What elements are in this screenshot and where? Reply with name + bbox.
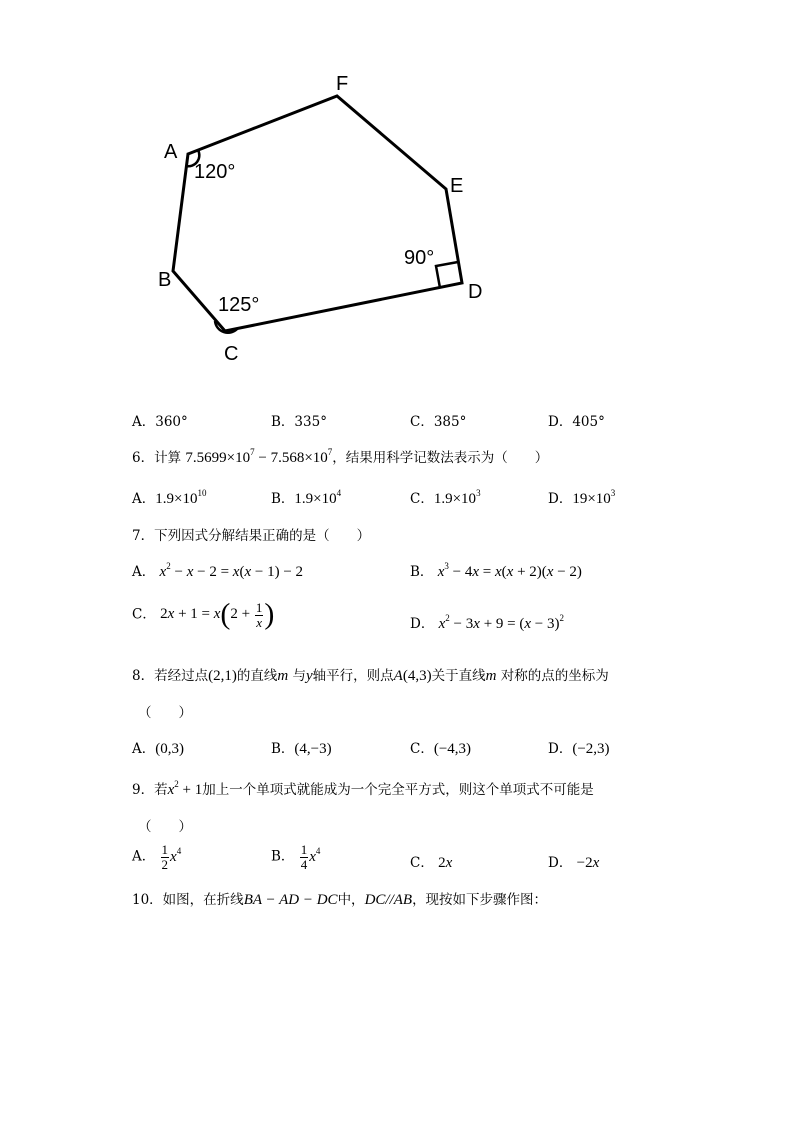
q6-option-d: D．$19\times 10^3$ — [548, 488, 616, 507]
vertex-label-c: C — [224, 343, 239, 365]
vertex-label-e: E — [450, 175, 464, 197]
q5-option-c: C．385° — [410, 414, 467, 430]
q9-option-a: A． $\frac{1}{2}$ $x^4$ — [132, 842, 182, 872]
q9-stem: 9．若$x^2 + 1$加上一个单项式就能成为一个完全平方式，则这个单项式不可能是 — [132, 779, 594, 798]
hexagon-outline — [173, 96, 462, 331]
angle-label-a: 120° — [194, 161, 236, 183]
vertex-label-b: B — [158, 269, 172, 291]
q8-option-a: A．(0,3) — [132, 741, 184, 757]
q9-option-d: D． −2x — [548, 855, 600, 871]
q9-option-c: C． 2x — [410, 855, 453, 871]
angle-label-c: 125° — [218, 294, 260, 316]
q6-option-b: B．$1.9\times 10^4$ — [271, 488, 342, 507]
q5-option-d: D．405° — [548, 414, 605, 430]
q10-stem: 10．如图，在折线BA − AD − DC中，DC//AB，现按如下步骤作图： — [132, 892, 548, 908]
q6-stem: 6．计算 $7.5699\times 10^7 - 7.568\times 10^7$，结果用科学记数法表示为（ ） — [132, 447, 549, 466]
angle-label-d: 90° — [404, 247, 435, 269]
q6-expression: $7.5699\times 10^7 - 7.568\times 10^7$ — [185, 447, 333, 466]
vertex-label-f: F — [336, 73, 349, 95]
q9-answer-blank: （ ） — [138, 819, 192, 835]
q8-answer-blank: （ ） — [138, 705, 192, 721]
q7-option-a: A． $x^2 - x - 2 = x(x - 1) - 2$ — [132, 561, 304, 580]
q8-option-b: B．(4,−3) — [271, 741, 332, 757]
q6-option-a: A．$1.9\times 10^{10}$ — [132, 488, 207, 507]
q7-option-c: C． 2x + 1 = x(2 + $\frac{1}{x}$ ) — [132, 598, 275, 631]
q6-option-c: C．$1.9\times 10^3$ — [410, 488, 481, 507]
q5-option-b: B．335° — [271, 414, 327, 430]
q5-option-a: A．360° — [132, 414, 188, 430]
q7-option-d: D． $x^2 - 3x + 9 = (x - 3)^2$ — [410, 613, 564, 632]
q8-option-c: C．(−4,3) — [410, 741, 472, 757]
q7-option-b: B． $x^3 - 4x = x(x + 2)(x - 2)$ — [410, 561, 582, 580]
q8-stem: 8．若经过点(2,1)的直线m 与y轴平行，则点A(4,3)关于直线m 对称的点的坐标为 — [132, 668, 609, 684]
q9-option-b: B． $\frac{1}{4}$ $x^4$ — [271, 842, 321, 872]
vertex-label-a: A — [164, 141, 178, 163]
hexagon-figure — [140, 70, 520, 370]
q8-option-d: D．(−2,3) — [548, 741, 610, 757]
vertex-label-d: D — [468, 281, 483, 303]
q7-stem: 7．下列因式分解结果正确的是（ ） — [132, 528, 371, 544]
